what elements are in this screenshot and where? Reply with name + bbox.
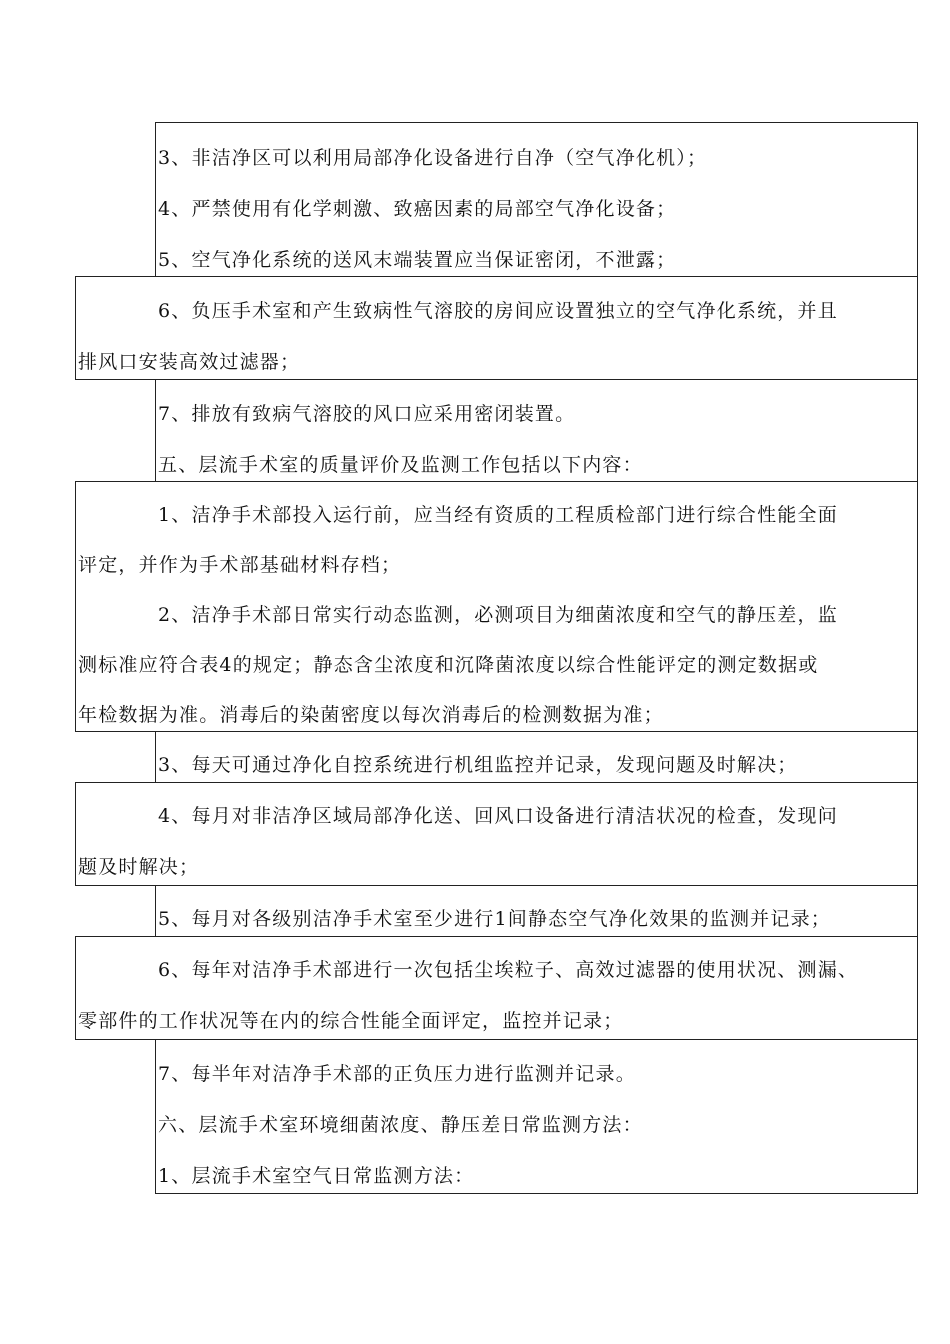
paragraph-line: 6、每年对洁净手术部进行一次包括尘埃粒子、高效过滤器的使用状况、测漏、 bbox=[158, 959, 859, 981]
paragraph-line: 五、层流手术室的质量评价及监测工作包括以下内容： bbox=[158, 454, 643, 476]
paragraph-line: 年检数据为准。消毒后的染菌密度以每次消毒后的检测数据为准； bbox=[78, 704, 664, 726]
paragraph-line: 测标准应符合表4的规定；静态含尘浓度和沉降菌浓度以综合性能评定的测定数据或 bbox=[78, 654, 819, 676]
paragraph-line: 评定，并作为手术部基础材料存档； bbox=[78, 554, 402, 576]
paragraph-line: 7、排放有致病气溶胶的风口应采用密闭装置。 bbox=[158, 403, 576, 425]
paragraph-line: 零部件的工作状况等在内的综合性能全面评定，监控并记录； bbox=[78, 1010, 624, 1032]
paragraph-line: 4、每月对非洁净区域局部净化送、回风口设备进行清洁状况的检查，发现问 bbox=[158, 805, 838, 827]
paragraph-line: 7、每半年对洁净手术部的正负压力进行监测并记录。 bbox=[158, 1063, 636, 1085]
paragraph-line: 5、空气净化系统的送风末端装置应当保证密闭，不泄露； bbox=[158, 249, 677, 271]
paragraph-line: 1、洁净手术部投入运行前，应当经有资质的工程质检部门进行综合性能全面 bbox=[158, 504, 838, 526]
paragraph-line: 2、洁净手术部日常实行动态监测，必测项目为细菌浓度和空气的静压差，监 bbox=[158, 604, 838, 626]
paragraph-line: 六、层流手术室环境细菌浓度、静压差日常监测方法： bbox=[158, 1114, 643, 1136]
paragraph-line: 6、负压手术室和产生致病性气溶胶的房间应设置独立的空气净化系统，并且 bbox=[158, 300, 838, 322]
text-frame bbox=[75, 782, 918, 886]
paragraph-line: 3、每天可通过净化自控系统进行机组监控并记录，发现问题及时解决； bbox=[158, 754, 798, 776]
paragraph-line: 3、非洁净区可以利用局部净化设备进行自净（空气净化机）； bbox=[158, 147, 708, 169]
paragraph-line: 4、严禁使用有化学刺激、致癌因素的局部空气净化设备； bbox=[158, 198, 677, 220]
paragraph-line: 题及时解决； bbox=[78, 856, 200, 878]
paragraph-line: 1、层流手术室空气日常监测方法： bbox=[158, 1165, 475, 1187]
paragraph-line: 排风口安装高效过滤器； bbox=[78, 351, 301, 373]
paragraph-line: 5、每月对各级别洁净手术室至少进行1间静态空气净化效果的监测并记录； bbox=[158, 908, 831, 930]
